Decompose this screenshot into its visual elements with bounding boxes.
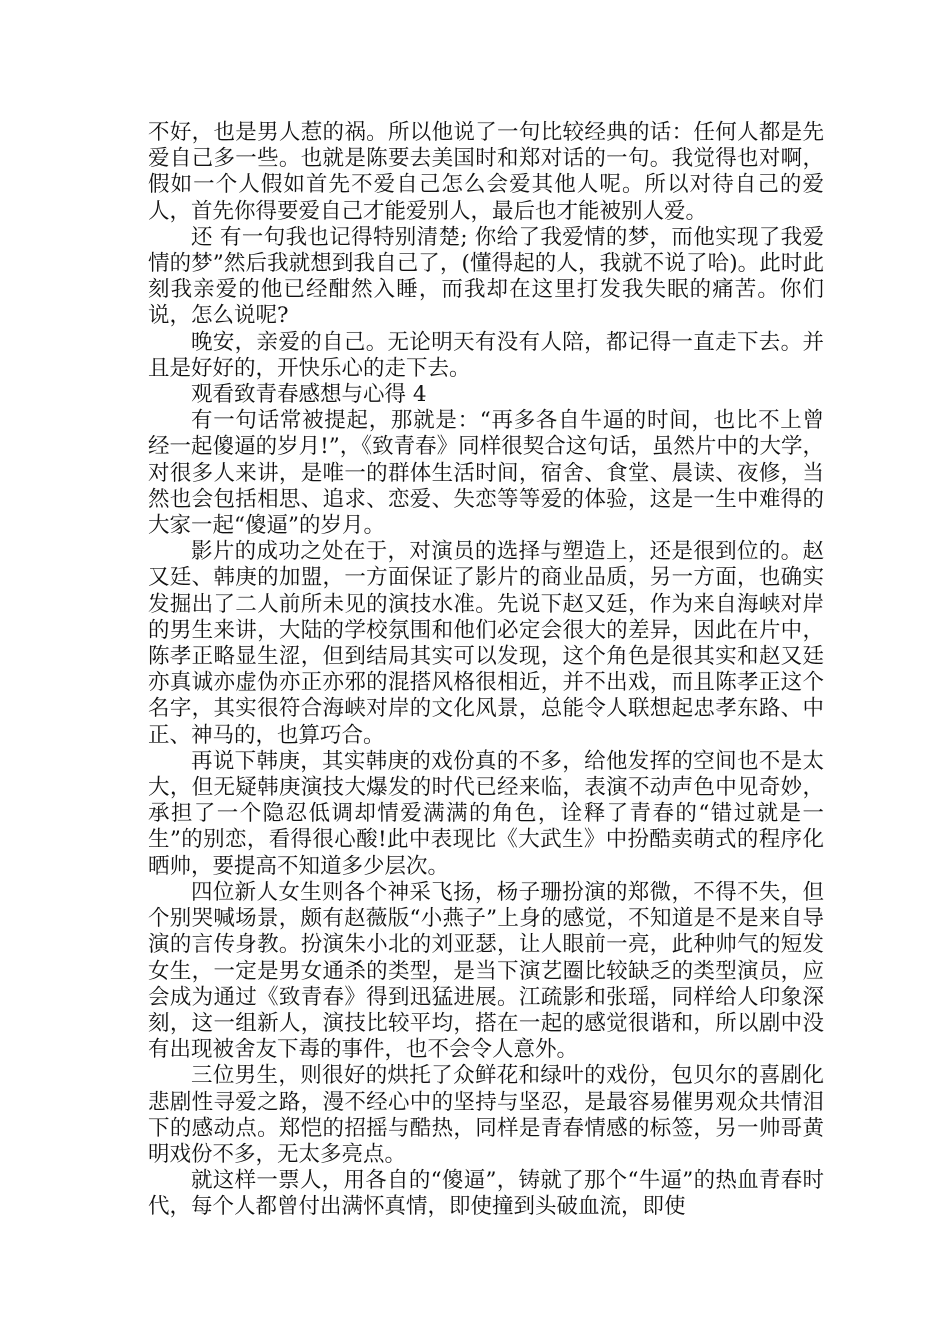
paragraph-8: 三位男生，则很好的烘托了众鲜花和绿叶的戏份，包贝尔的喜剧化悲剧性寻爱之路，漫不经心中的坚持与坚忍，是最容易催男观众共情泪下的感动点。郑恺的招摇与酷热，同样是青春情感的标签，另一帅哥黄明戏份不多，无太多亮点。 (148, 1063, 824, 1167)
document-body (148, 120, 824, 1221)
paragraph-3: 晚安，亲爱的自己。无论明天有没有人陪，都记得一直走下去。并且是好好的，开快乐心的走下去。 (148, 329, 824, 381)
paragraph-7: 四位新人女生则各个神采飞扬，杨子珊扮演的郑微，不得不失，但个别哭喊场景，颇有赵薇版“小燕子”上身的感觉，不知道是不是来自导演的言传身教。扮演朱小北的刘亚瑟，让人眼前一亮，此种帅气的短发女生，一定是男女通杀的类型，是当下演艺圈比较缺乏的类型演员，应会成为通过《致青春》得到迅猛进展。江疏影和张瑶，同样给人印象深刻，这一组新人，演技比较平均，搭在一起的感觉很谐和，所以剧中没有出现被舍友下毒的事件，也不会令人意外。 (148, 879, 824, 1063)
paragraph-1: 不好，也是男人惹的祸。所以他说了一句比较经典的话：任何人都是先爱自己多一些。也就是陈要去美国时和郑对话的一句。我觉得也对啊，假如一个人假如首先不爱自己怎么会爱其他人呢。所以对待自己的爱人，首先你得要爱自己才能爱别人，最后也才能被别人爱。 (148, 120, 824, 224)
paragraph-5: 影片的成功之处在于，对演员的选择与塑造上，还是很到位的。赵又廷、韩庚的加盟，一方面保证了影片的商业品质，另一方面，也确实发掘出了二人前所未见的演技水准。先说下赵又廷，作为来自海峡对岸的男生来讲，大陆的学校氛围和他们必定会很大的差异，因此在片中，陈孝正略显生涩，但到结局其实可以发现，这个角色是很其实和赵又廷亦真诚亦虚伪亦正亦邪的混搭风格很相近，并不出戏，而且陈孝正这个名字，其实很符合海峡对岸的文化风景，总能令人联想起忠孝东路、中正、神马的，也算巧合。 (148, 539, 824, 748)
paragraph-2: 还 有一句我也记得特别清楚; 你给了我爱情的梦，而他实现了我爱情的梦”然后我就想到我自己了，(懂得起的人，我就不说了哈)。此时此刻我亲爱的他已经酣然入睡，而我却在这里打发我失眠的痛苦。你们说，怎么说呢? (148, 224, 824, 329)
paragraph-4: 有一句话常被提起，那就是：“再多各自牛逼的时间，也比不上曾经一起傻逼的岁月!”，《致青春》同样很契合这句话，虽然片中的大学，对很多人来讲，是唯一的群体生活时间，宿舍、食堂、晨读、夜修，当然也会包括相思、追求、恋爱、失恋等等爱的体验，这是一生中难得的大家一起“傻逼”的岁月。 (148, 408, 824, 539)
paragraph-6: 再说下韩庚，其实韩庚的戏份真的不多，给他发挥的空间也不是太大，但无疑韩庚演技大爆发的时代已经来临，表演不动声色中见奇妙，承担了一个隐忍低调却情爱满满的角色，诠释了青春的“错过就是一生”的别恋，看得很心酸!此中表现比《大武生》中扮酷卖萌式的程序化晒帅，要提高不知道多少层次。 (148, 748, 824, 879)
section-heading: 观看致青春感想与心得 4 (191, 382, 427, 408)
paragraph-9: 就这样一票人，用各自的“傻逼”，铸就了那个“牛逼”的热血青春时代，每个人都曾付出满怀真情，即使撞到头破血流，即使 (148, 1168, 824, 1220)
